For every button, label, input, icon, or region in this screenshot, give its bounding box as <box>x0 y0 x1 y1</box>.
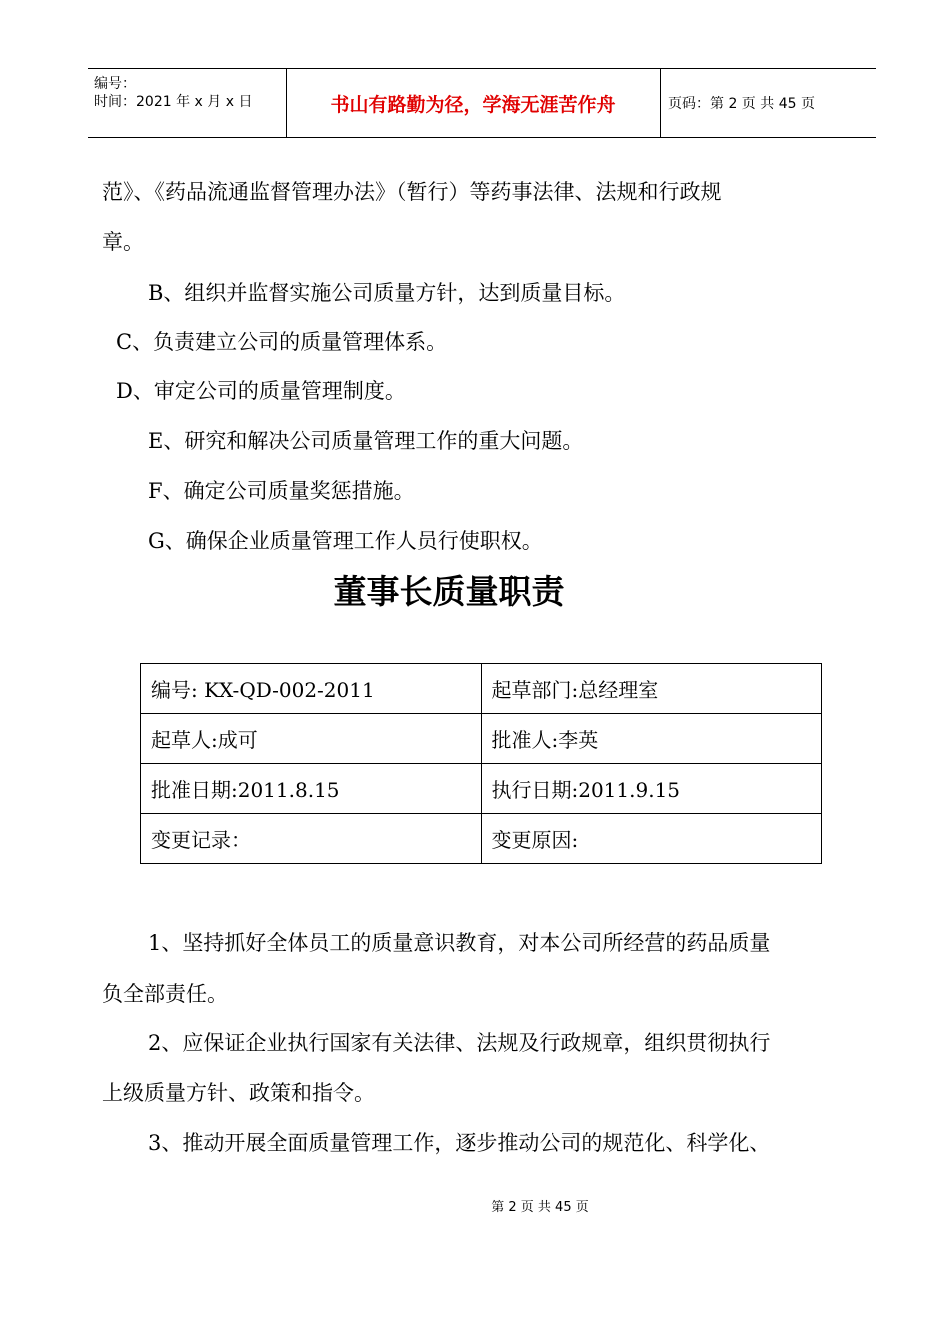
paragraph-line: 1、坚持抓好全体员工的质量意识教育，对本公司所经营的药品质量 <box>148 931 771 955</box>
paragraph-line: D、审定公司的质量管理制度。 <box>116 379 406 403</box>
table-cell: 批准人:李英 <box>481 714 822 764</box>
page-footer: 第 2 页 共 45 页 <box>491 1200 589 1215</box>
page-header <box>88 68 876 138</box>
paragraph-line: F、确定公司质量奖惩措施。 <box>148 479 415 503</box>
table-cell: 编号: KX-QD-002-2011 <box>141 664 482 714</box>
table-cell: 批准日期:2011.8.15 <box>141 764 482 814</box>
table-cell: 变更原因: <box>481 814 822 864</box>
header-page-info: 页码：第 2 页 共 45 页 <box>668 96 815 112</box>
header-time: 时间：2021 年 x 月 x 日 <box>94 94 253 110</box>
paragraph-line: G、确保企业质量管理工作人员行使职权。 <box>148 529 543 553</box>
paragraph-line: C、负责建立公司的质量管理体系。 <box>116 330 448 354</box>
table-row <box>141 814 822 864</box>
section-title: 董事长质量职责 <box>333 572 565 611</box>
table-cell: 起草部门:总经理室 <box>481 664 822 714</box>
header-doc-no: 编号： <box>94 76 136 92</box>
table-cell: 起草人:成可 <box>141 714 482 764</box>
paragraph-line: 上级质量方针、政策和指令。 <box>102 1081 375 1105</box>
paragraph-line: 负全部责任。 <box>102 982 228 1006</box>
paragraph-line: E、研究和解决公司质量管理工作的重大问题。 <box>148 429 584 453</box>
table-row <box>141 764 822 814</box>
table-cell: 执行日期:2011.9.15 <box>481 764 822 814</box>
table-row <box>141 664 822 714</box>
paragraph-line: 章。 <box>102 230 144 254</box>
document-meta-table <box>140 663 822 864</box>
table-cell: 变更记录： <box>141 814 482 864</box>
table-row <box>141 714 822 764</box>
header-meta-cell <box>88 69 287 137</box>
paragraph-line: B、组织并监督实施公司质量方针，达到质量目标。 <box>148 281 626 305</box>
paragraph-line: 范》、《药品流通监督管理办法》（暂行）等药事法律、法规和行政规 <box>102 180 722 204</box>
paragraph-line: 3、推动开展全面质量管理工作，逐步推动公司的规范化、科学化、 <box>148 1131 771 1155</box>
header-motto: 书山有路勤为径，学海无涯苦作舟 <box>286 69 661 137</box>
paragraph-line: 2、应保证企业执行国家有关法律、法规及行政规章，组织贯彻执行 <box>148 1031 771 1055</box>
